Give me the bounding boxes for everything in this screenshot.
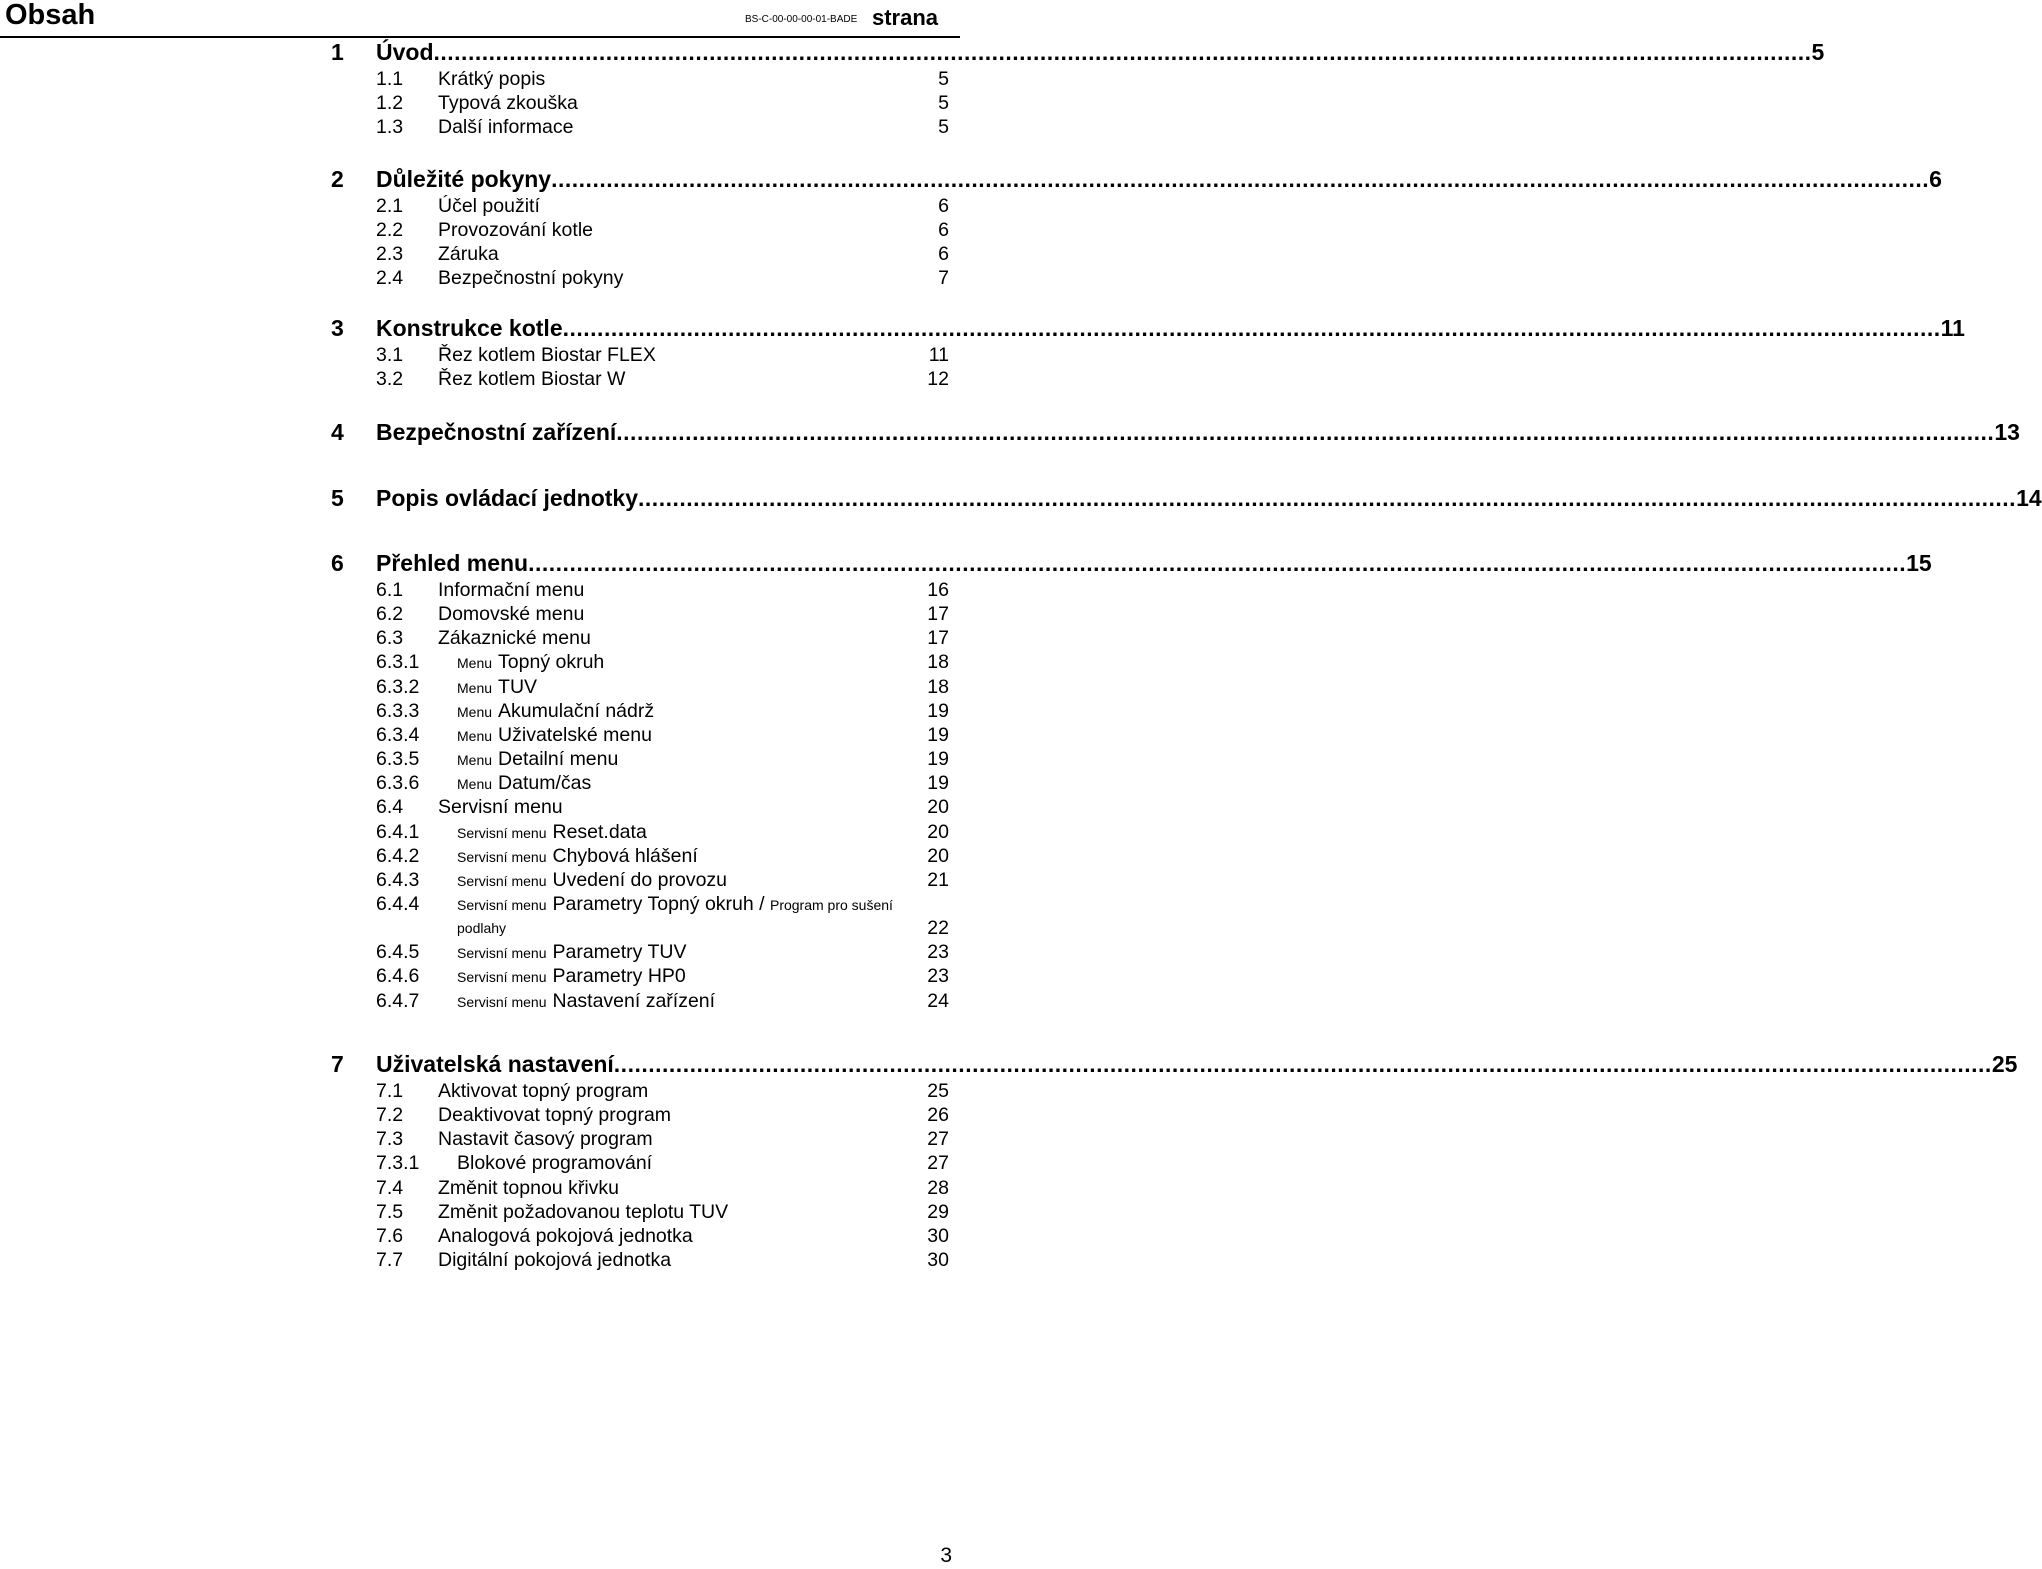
toc-entry-page: 22 [927, 916, 949, 939]
toc-entry[interactable] [376, 343, 949, 367]
toc-entry-page: 28 [927, 1176, 949, 1199]
toc-entry[interactable] [376, 91, 949, 115]
toc-section[interactable] [331, 1048, 2018, 1080]
toc-entry-text: Bezpečnostní pokyny [438, 267, 624, 290]
toc-entry-number: 2.3 [376, 243, 404, 266]
toc-entry-page: 12 [927, 368, 949, 391]
toc-entry-text: Analogová pokojová jednotka [438, 1224, 693, 1247]
toc-entry-prefix: Menu [457, 727, 493, 744]
toc-section-title: Bezpečnostní zařízení [376, 419, 617, 445]
page-number: 3 [940, 1544, 952, 1567]
toc-entry-suffix: Program pro sušení [769, 896, 893, 913]
toc-entry-text: Nastavení zařízení [552, 989, 716, 1012]
toc-entry-number: 2.2 [376, 219, 404, 242]
toc-entry[interactable] [376, 675, 949, 699]
toc-entry-title [457, 892, 893, 917]
toc-entry-title [457, 747, 618, 772]
toc-entry-page: 21 [927, 868, 949, 891]
toc-section[interactable] [331, 416, 2020, 448]
toc-entry-number: 1.1 [376, 68, 404, 90]
toc-section-title: Uživatelská nastavení [376, 1051, 614, 1077]
toc-entry[interactable] [376, 723, 949, 747]
toc-section-number: 1 [331, 39, 344, 65]
toc-entry-text: Změnit topnou křivku [438, 1176, 619, 1199]
toc-entry-prefix: Servisní menu [457, 993, 547, 1010]
toc-entry-text: Typová zkouška [438, 92, 578, 115]
toc-entry[interactable] [376, 892, 949, 939]
toc-entry-text: Akumulační nádrž [498, 699, 655, 722]
toc-entry-title [438, 1079, 648, 1103]
toc-entry-text: Řez kotlem Biostar W [438, 368, 626, 391]
toc-entry-number: 6.3.2 [376, 675, 420, 698]
toc-entry-title [438, 242, 499, 266]
toc-section-title: Důležité pokyny [376, 166, 552, 192]
toc-dot-leader: ........................................................................................................................................................................................................ [433, 39, 1812, 65]
toc-entry-number: 6.4.6 [376, 965, 420, 988]
toc-entry-number: 7.3.1 [376, 1152, 420, 1175]
toc-entry-text: Reset.data [552, 820, 647, 843]
toc-entry[interactable] [376, 194, 949, 218]
toc-section[interactable] [331, 482, 2042, 514]
toc-entry[interactable] [376, 266, 949, 290]
toc-entry-number: 6.1 [376, 579, 404, 601]
toc-entry-text: Zákaznické menu [438, 627, 591, 650]
toc-entry-prefix: Servisní menu [457, 969, 547, 986]
toc-entry-page: 27 [927, 1152, 949, 1175]
toc-entry-text: Uvedení do provozu [552, 868, 728, 891]
toc-entry-prefix: Servisní menu [457, 824, 547, 841]
toc-entry-page: 5 [938, 92, 949, 115]
toc-section-title: Popis ovládací jednotky [376, 485, 639, 511]
toc-entry-number: 7.2 [376, 1104, 404, 1127]
toc-entry-page: 19 [927, 772, 949, 795]
toc-entry-number: 7.7 [376, 1249, 404, 1272]
toc-entry-title [457, 699, 654, 724]
toc-dot-leader: ........................................................................................................................................................................................................ [562, 315, 1941, 341]
toc-entry-prefix: Servisní menu [457, 872, 547, 889]
toc-entry-title [438, 91, 578, 115]
toc-entry-prefix: Menu [457, 655, 493, 672]
toc-entry-text: Topný okruh [498, 651, 605, 674]
toc-section-page: 5 [1811, 39, 1825, 65]
toc-entry-title [438, 115, 573, 139]
toc-entry-prefix: Menu [457, 679, 493, 696]
toc-entry-number: 7.3 [376, 1128, 404, 1151]
toc-entry[interactable] [376, 578, 949, 602]
page-column-label: strana [872, 5, 939, 30]
toc-entry[interactable] [376, 844, 949, 868]
toc-section-page: 13 [1994, 419, 2020, 445]
toc-dot-leader: ........................................................................................................................................................................................................ [638, 485, 2017, 511]
toc-entry-number: 6.4 [376, 796, 404, 819]
toc-entry[interactable] [376, 626, 949, 650]
toc-section-number: 3 [331, 315, 344, 341]
toc-entry[interactable] [376, 115, 949, 139]
toc-section-number: 2 [331, 166, 344, 192]
toc-entry-number: 6.4.1 [376, 820, 420, 843]
toc-dot-leader: ........................................................................................................................................................................................................ [551, 166, 1930, 192]
toc-entry-title [457, 868, 727, 893]
toc-entry-text: Změnit požadovanou teplotu TUV [438, 1200, 729, 1223]
toc-entry-page: 29 [927, 1200, 949, 1223]
toc-entry[interactable] [376, 868, 949, 892]
toc-entry[interactable] [376, 367, 949, 391]
toc-dot-leader: ........................................................................................................................................................................................................ [528, 550, 1907, 576]
toc-entry-page: 27 [927, 1128, 949, 1151]
toc-entry-text: Servisní menu [438, 796, 563, 819]
toc-entry-title [438, 218, 593, 242]
toc-entry-text: Informační menu [438, 579, 585, 601]
toc-entry-page: 11 [928, 344, 949, 366]
toc-entry-page: 20 [927, 796, 949, 819]
toc-entry-number: 2.1 [376, 195, 404, 217]
toc-entry-page: 17 [927, 627, 949, 650]
toc-entry-title [438, 602, 584, 626]
toc-entry-title [457, 723, 652, 748]
toc-entry-page: 6 [938, 219, 949, 242]
toc-entry-number: 7.5 [376, 1200, 404, 1223]
toc-entry-page: 20 [927, 820, 949, 843]
toc-entry-text: Blokové programování [457, 1152, 653, 1175]
toc-entry-text: Chybová hlášení [552, 844, 698, 867]
toc-entry-text: Řez kotlem Biostar FLEX [438, 344, 656, 366]
toc-entry-title [438, 626, 591, 650]
toc-entry-page: 5 [938, 68, 949, 90]
toc-dot-leader: ........................................................................................................................................................................................................ [613, 1051, 1992, 1077]
toc-entry-page: 23 [927, 941, 949, 964]
toc-entry-number: 1.2 [376, 92, 404, 115]
toc-entry-number: 6.3.3 [376, 699, 420, 722]
toc-entry-title [438, 1200, 728, 1224]
toc-entry-number: 6.4.5 [376, 941, 420, 964]
toc-entry[interactable] [376, 771, 949, 795]
toc-entry-number: 7.4 [376, 1176, 404, 1199]
toc-entry-number: 3.2 [376, 368, 404, 391]
toc-entry-prefix: Servisní menu [457, 848, 547, 865]
toc-entry[interactable] [376, 1224, 949, 1248]
toc-entry-page: 16 [927, 579, 949, 601]
toc-entry-number: 7.6 [376, 1224, 404, 1247]
toc-entry[interactable] [376, 1248, 949, 1272]
toc-section-page: 6 [1929, 166, 1942, 192]
toc-entry-text: Uživatelské menu [498, 723, 652, 746]
toc-entry[interactable] [376, 964, 949, 988]
toc-entry-title [438, 1103, 671, 1127]
toc-entry-page: 19 [927, 723, 949, 746]
toc-section[interactable] [331, 36, 1825, 68]
toc-entry[interactable] [376, 242, 949, 266]
toc-entry-title [457, 940, 687, 965]
toc-entry-text: TUV [498, 675, 538, 698]
page-title: Obsah [5, 0, 96, 31]
toc-entry-title [438, 1224, 693, 1248]
toc-section[interactable] [331, 547, 1932, 579]
toc-entry-title [438, 1176, 619, 1200]
toc-entry-page: 26 [927, 1104, 949, 1127]
toc-entry-prefix: Menu [457, 703, 493, 720]
toc-entry-text: Datum/čas [498, 772, 592, 795]
toc-entry-page: 19 [927, 748, 949, 771]
toc-entry-page: 18 [927, 651, 949, 674]
toc-entry-text: Aktivovat topný program [438, 1080, 649, 1102]
toc-entry-text: Nastavit časový program [438, 1128, 653, 1151]
toc-entry-text: Parametry TUV [552, 941, 687, 964]
toc-entry-number: 6.4.3 [376, 868, 420, 891]
toc-section-title: Úvod [376, 39, 434, 65]
toc-section-page: 25 [1991, 1051, 2018, 1077]
toc-entry-text: Domovské menu [438, 603, 585, 626]
toc-section[interactable] [331, 163, 1942, 195]
toc-section-page: 15 [1906, 550, 1932, 576]
toc-entry-page: 24 [927, 989, 949, 1012]
toc-entry-page: 7 [938, 267, 949, 290]
toc-entry[interactable] [376, 1127, 949, 1151]
toc-entry-text: Krátký popis [438, 68, 546, 90]
toc-section-page: 11 [1940, 315, 1965, 341]
toc-entry-page: 17 [927, 603, 949, 626]
toc-entry[interactable] [376, 218, 949, 242]
toc-entry-title-continued: podlahy [457, 919, 507, 936]
toc-entry-title [438, 1127, 653, 1151]
toc-entry-prefix: Servisní menu [457, 945, 547, 962]
toc-entry-prefix: Menu [457, 776, 493, 793]
toc-entry-page: 6 [938, 195, 949, 217]
toc-entry-page: 30 [927, 1224, 949, 1247]
toc-entry-text: Parametry Topný okruh / [552, 892, 770, 915]
toc-section-number: 4 [331, 419, 344, 445]
toc-entry-number: 7.1 [376, 1080, 404, 1102]
toc-entry-title [457, 650, 604, 675]
toc-entry-text: Záruka [438, 243, 499, 266]
toc-entry-title [438, 194, 540, 218]
toc-entry[interactable] [376, 699, 949, 723]
toc-entry-text: Účel použití [438, 195, 540, 217]
toc-entry-title [457, 1151, 652, 1175]
toc-entry[interactable] [376, 989, 949, 1013]
toc-entry[interactable] [376, 1200, 949, 1224]
toc-entry-title [438, 67, 545, 91]
toc-entry[interactable] [376, 1176, 949, 1200]
toc-entry[interactable] [376, 795, 949, 819]
toc-entry-title [457, 844, 698, 869]
toc-entry-number: 6.4.7 [376, 989, 420, 1012]
toc-entry-prefix: Servisní menu [457, 896, 547, 913]
toc-entry-title [457, 989, 715, 1014]
toc-section-title: Konstrukce kotle [376, 315, 563, 341]
toc-entry-text: Parametry HP0 [552, 965, 686, 988]
toc-entry[interactable] [376, 747, 949, 771]
toc-entry-title [438, 367, 625, 391]
toc-entry-number: 6.2 [376, 603, 404, 626]
toc-entry-title [457, 675, 537, 700]
toc-entry[interactable] [376, 1151, 949, 1175]
toc-entry-title [438, 343, 656, 367]
toc-section-number: 6 [331, 550, 344, 576]
toc-entry[interactable] [376, 1103, 949, 1127]
toc-section-number: 5 [331, 485, 344, 511]
toc-entry-title [438, 795, 563, 819]
toc-entry-number: 2.4 [376, 267, 404, 290]
toc-entry[interactable] [376, 940, 949, 964]
toc-entry-number: 6.3.5 [376, 748, 420, 771]
toc-entry-title [438, 1248, 671, 1272]
toc-section-page: 14 [2016, 485, 2042, 511]
toc-section-number: 7 [331, 1051, 344, 1077]
toc-entry[interactable] [376, 602, 949, 626]
toc-entry-number: 1.3 [376, 116, 404, 139]
toc-entry-title [457, 964, 686, 989]
toc-entry-text: Digitální pokojová jednotka [438, 1249, 672, 1272]
toc-entry-number: 6.4.4 [376, 892, 420, 915]
toc-section[interactable] [331, 312, 1965, 344]
toc-entry-text: Další informace [438, 116, 574, 139]
toc-entry-page: 19 [927, 699, 949, 722]
toc-entry-title [457, 820, 647, 845]
toc-entry-page: 18 [927, 675, 949, 698]
toc-entry-page: 20 [927, 844, 949, 867]
toc-entry-title [438, 578, 584, 602]
toc-entry[interactable] [376, 1079, 949, 1103]
toc-entry-page: 5 [938, 116, 949, 139]
toc-entry-page: 25 [927, 1080, 949, 1102]
document-code: BS-C-00-00-00-01-BADE [745, 14, 858, 25]
toc-entry[interactable] [376, 67, 949, 91]
toc-entry-number: 6.3.6 [376, 772, 420, 795]
toc-entry-text: Detailní menu [498, 748, 619, 771]
toc-entry-title [438, 266, 623, 290]
toc-entry-page: 6 [938, 243, 949, 266]
toc-dot-leader: ........................................................................................................................................................................................................ [616, 419, 1995, 445]
toc-entry-number: 6.3 [376, 627, 404, 650]
toc-entry-number: 6.3.1 [376, 651, 420, 674]
toc-entry-text: Deaktivovat topný program [438, 1104, 672, 1127]
toc-entry-page: 30 [927, 1249, 949, 1272]
toc-entry-title [457, 771, 591, 796]
toc-entry-number: 3.1 [376, 344, 404, 366]
toc-entry[interactable] [376, 820, 949, 844]
toc-entry-page: 23 [927, 965, 949, 988]
toc-entry-text: Provozování kotle [438, 219, 594, 242]
toc-entry-number: 6.3.4 [376, 723, 420, 746]
toc-entry-number: 6.4.2 [376, 844, 420, 867]
toc-section-title: Přehled menu [376, 550, 529, 576]
toc-entry-prefix: Menu [457, 752, 493, 769]
toc-entry[interactable] [376, 650, 949, 674]
